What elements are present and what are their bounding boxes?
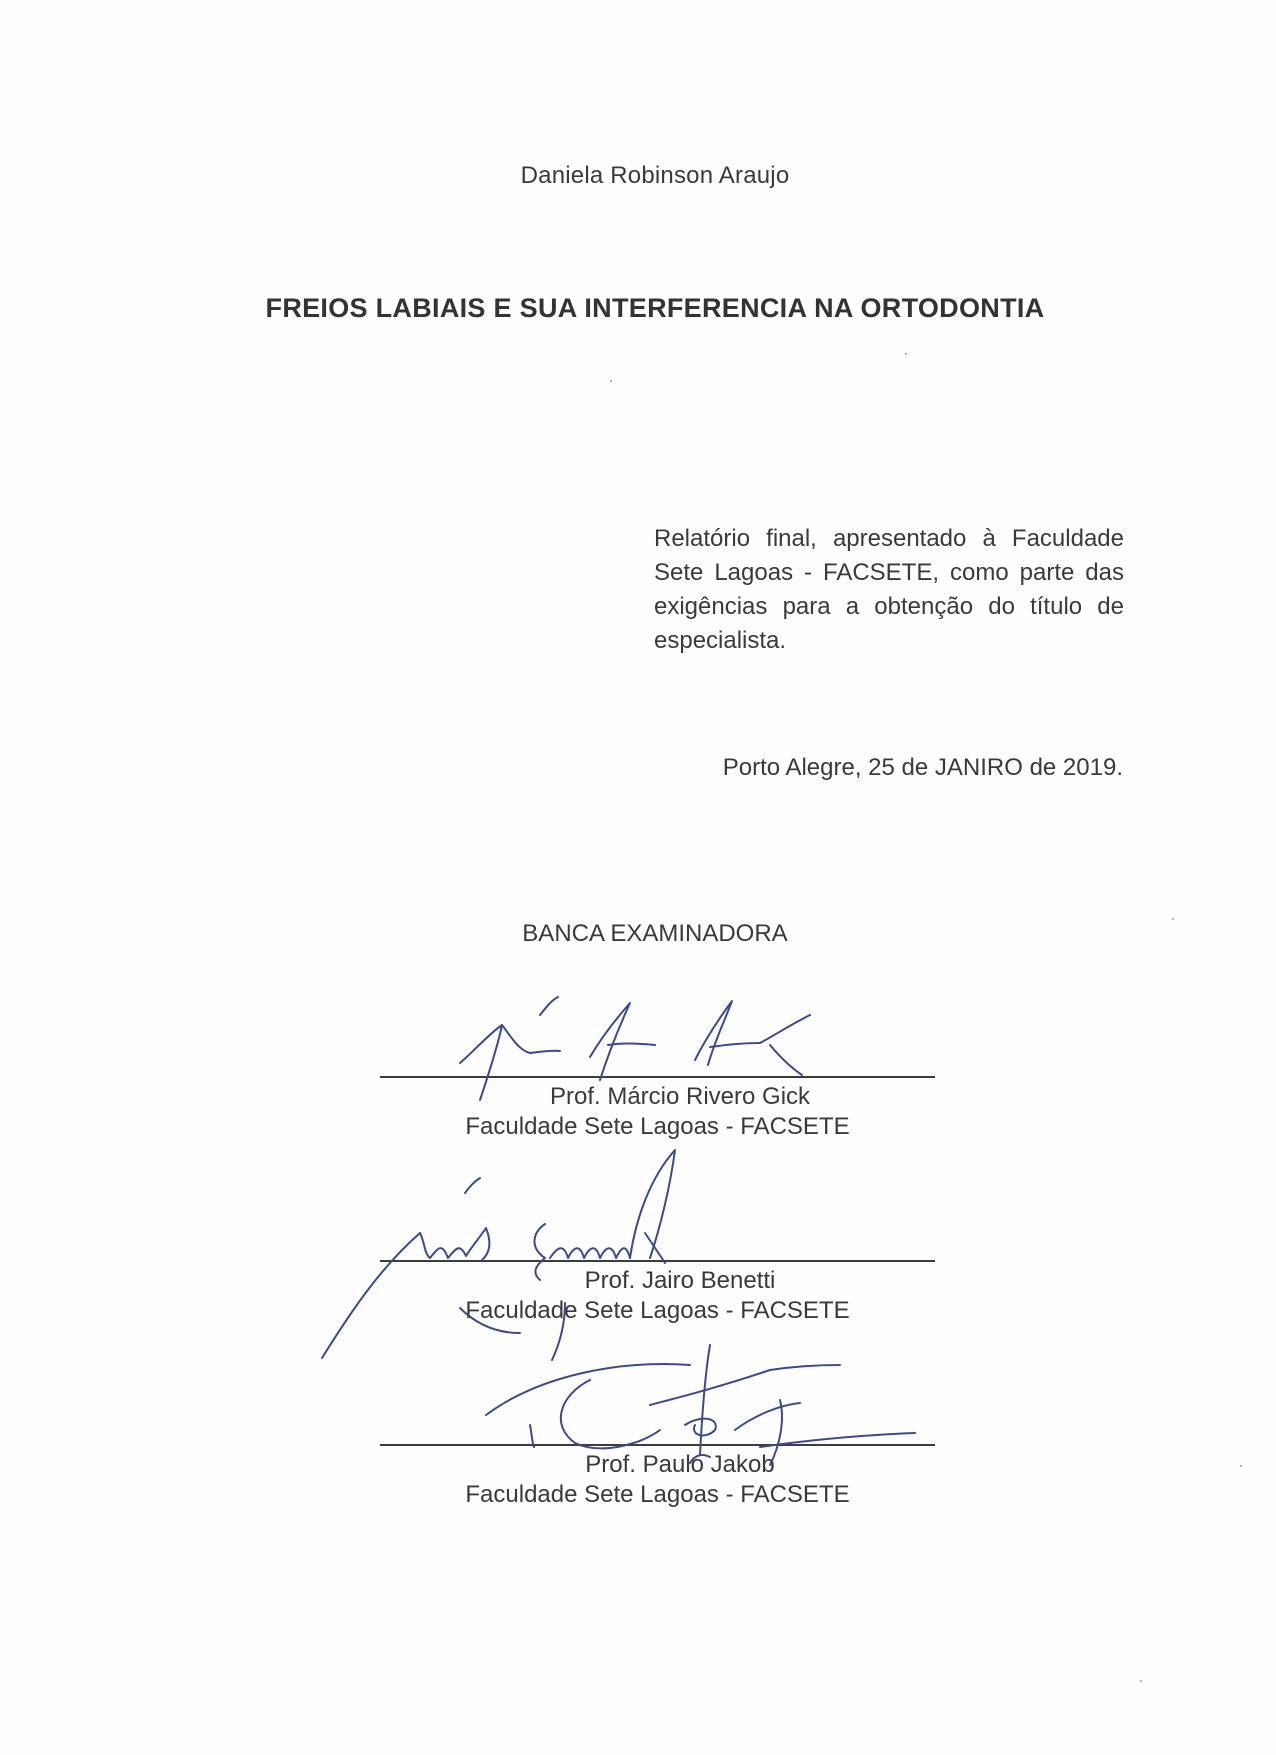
scan-speck (1140, 1680, 1142, 1682)
signature-1-drawing (440, 995, 830, 1105)
signature-2-drawing (320, 1148, 700, 1363)
scan-speck (1240, 1465, 1242, 1467)
document-title: FREIOS LABIAIS E SUA INTERFERENCIA NA ORTODONTIA (265, 293, 1045, 323)
examiner-institution: Faculdade Sete Lagoas - FACSETE (465, 1113, 850, 1140)
signature-3-drawing (480, 1335, 920, 1470)
examiner-name: Prof. Paulo Jakob (585, 1451, 775, 1478)
scan-speck (1172, 918, 1174, 920)
examiner-name: Prof. Jairo Benetti (584, 1267, 776, 1294)
examiner-institution: Faculdade Sete Lagoas - FACSETE (465, 1297, 850, 1324)
scan-speck (905, 353, 907, 355)
examiner-name: Prof. Márcio Rivero Gick (549, 1083, 811, 1110)
scan-speck (610, 380, 612, 382)
place-and-date: Porto Alegre, 25 de JANIRO de 2019. (722, 754, 1123, 781)
examining-board-heading: BANCA EXAMINADORA (522, 920, 788, 947)
examiner-institution: Faculdade Sete Lagoas - FACSETE (465, 1481, 850, 1508)
author-name: Daniela Robinson Araujo (520, 162, 790, 189)
report-description: Relatório final, apresentado à Faculdade Sete Lagoas - FACSETE, como parte das exigências para a obtenção do título de especialista. (654, 525, 1124, 654)
